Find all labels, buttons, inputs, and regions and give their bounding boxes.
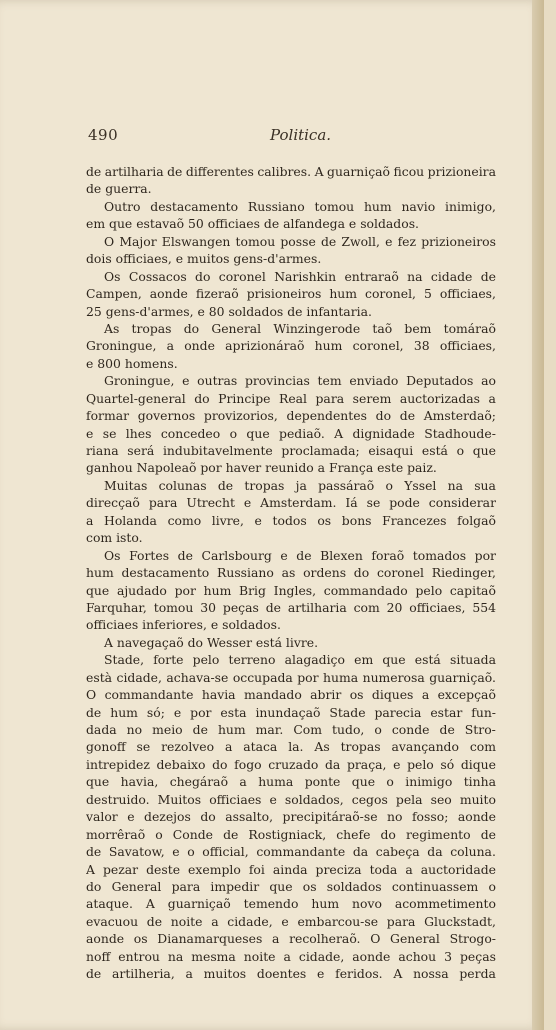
text-line: dada no meio de hum mar. Com tudo, o conde de Stro- <box>86 722 496 737</box>
text-line: do General para impedir que os soldados continuassem o <box>86 878 496 894</box>
text-line: destruido. Muitos officiaes e soldados, cegos pela seo muito <box>86 791 496 807</box>
text-line: officiaes inferiores, e soldados. <box>86 617 281 633</box>
text-line: Muitas colunas de tropas ja passáraõ o Yssel na sua <box>104 477 496 493</box>
text-line: riana será indubitavelmente proclamada; eisaqui está o que <box>86 443 496 458</box>
text-line: morrêraõ o Conde de Rostigniack, chefe do regimento de <box>86 826 496 842</box>
text-line: noff entrou na mesma noite a cidade, aonde achou 3 peças <box>86 948 496 964</box>
text-line: dois officiaes, e muitos gens-d'armes. <box>86 251 322 267</box>
text-line: de artilheria, a muitos doentes e feridos. A nossa perda <box>86 966 496 982</box>
text-line: Quartel-general do Principe Real para serem auctorizadas a <box>86 390 496 406</box>
text-line: A pezar deste exemplo foi ainda preciza toda a auctoridade <box>86 861 496 877</box>
text-line: O commandante havia mandado abrir os diques a excepçaõ <box>86 687 496 703</box>
page-edge <box>532 0 544 1030</box>
page-number: 490 <box>88 126 119 144</box>
page-header <box>88 126 488 146</box>
text-line: gonoff se rezolveo a ataca la. As tropas avançando com <box>86 739 496 755</box>
text-line: As tropas do General Winzingerode taõ bem tomáraõ <box>104 320 496 336</box>
body-text <box>86 163 496 983</box>
text-line: formar governos provizorios, dependentes do de Amsterdaõ; <box>86 408 496 424</box>
text-line: evacuou de noite a cidade, e embarcou-se para Gluckstadt, <box>86 913 496 929</box>
text-line: direcçaõ para Utrecht e Amsterdam. Iá se pode considerar <box>86 495 496 511</box>
text-line: ganhou Napoleaõ por haver reunido a França este paiz. <box>86 460 437 476</box>
text-line: a Holanda como livre, e todos os bons Francezes folgaõ <box>86 512 496 528</box>
text-line: Farquhar, tomou 30 peças de artilharia com 20 officiaes, 554 <box>86 599 496 615</box>
text-line: O Major Elswangen tomou posse de Zwoll, e fez prizioneiros <box>104 233 496 249</box>
text-line: està cidade, achava-se occupada por huma numerosa guarniçaõ. <box>86 669 496 685</box>
text-line: Outro destacamento Russiano tomou hum navio inimigo, <box>104 198 496 214</box>
text-line: de guerra. <box>86 181 152 197</box>
text-line: Stade, forte pelo terreno alagadiço em que está situada <box>104 652 496 668</box>
text-line: Groningue, e outras provincias tem enviado Deputados ao <box>104 373 496 389</box>
text-line: Os Cossacos do coronel Narishkin entraraõ na cidade de <box>104 268 496 284</box>
text-line: e 800 homens. <box>86 355 178 371</box>
text-line: que havia, chegáraõ a huma ponte que o inimigo tinha <box>86 774 496 790</box>
text-line: intrepidez debaixo do fogo cruzado da praça, e pelo só dique <box>86 756 496 772</box>
text-line: de artilharia de differentes calibres. A guarniçaõ ficou prizioneira <box>86 164 496 179</box>
text-line: valor e dezejos do assalto, precipitáraõ-se no fosso; aonde <box>86 809 496 825</box>
text-line: com isto. <box>86 530 143 546</box>
text-line: de Savatow, e o official, commandante da cabeça da coluna. <box>86 844 496 860</box>
text-line: Os Fortes de Carlsbourg e de Blexen foraõ tomados por <box>104 547 496 563</box>
text-line: Groningue, a onde aprizionáraõ hum coronel, 38 officiaes, <box>86 338 496 354</box>
text-line: Campen, aonde fizeraõ prisioneiros hum coronel, 5 officiaes, <box>86 286 496 302</box>
text-line: em que estavaõ 50 officiaes de alfandega e soldados. <box>86 216 419 232</box>
text-line: 25 gens-d'armes, e 80 soldados de infantaria. <box>86 303 372 319</box>
text-line: que ajudado por hum Brig Ingles, commandado pelo capitaõ <box>86 582 496 598</box>
text-line: de hum só; e por esta inundaçaõ Stade parecia estar fun- <box>86 704 496 720</box>
text-line: e se lhes concedeo o que pediaõ. A dignidade Stadhoude- <box>86 425 496 441</box>
text-line: aonde os Dianamarqueses a recolheraõ. O General Strogo- <box>86 931 496 947</box>
text-line: ataque. A guarniçaõ temendo hum novo acommetimento <box>86 896 496 912</box>
text-line: hum destacamento Russiano as ordens do coronel Riedinger, <box>86 565 496 581</box>
text-line: A navegaçaõ do Wesser está livre. <box>104 634 319 650</box>
running-head: Politica. <box>270 126 332 144</box>
